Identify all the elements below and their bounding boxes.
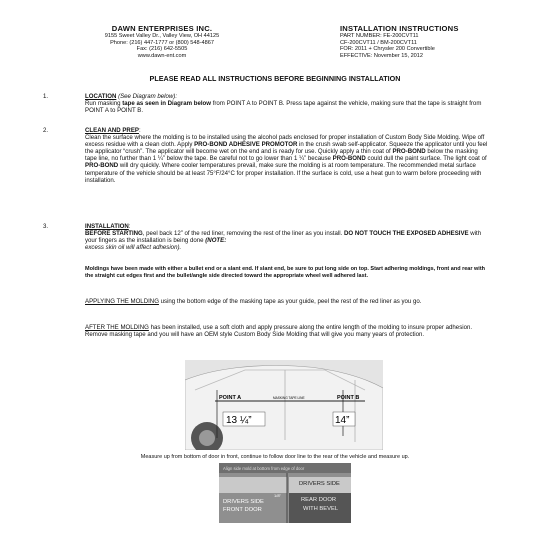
applying-paragraph xyxy=(85,298,480,305)
gap-dimension: 1/8” xyxy=(274,493,281,498)
section-number: 3. xyxy=(43,223,49,230)
company-name: DAWN ENTERPRISES INC. xyxy=(111,24,213,33)
front-door-label-1: DRIVERS SIDE xyxy=(223,499,264,505)
effective-date: EFFECTIVE: November 15, 2012 xyxy=(340,52,424,59)
section-clean-prep: 2. CLEAN AND PREP: Clean the surface where the molding is to be installed using the alcohol pads enclosed for proper installation of Custom Body Side Molding. Wipe off excess residue with a clean cloth. Apply PRO-BOND ADHESIVE PROMOTOR in the crush swab self-applicator. Squeeze the applicator until you feel the applicator “crush”. The applicator will become wet on the end and is ready for use. Quickly apply a thin coat of PRO-BOND below the masking tape line, no further than 1 ¼” below the tape. Be careful not to go lower than 1 ¼” because PRO-BOND could dull the paint surface. The light coat of PRO-BOND will dry quickly. Where cooler temperatures prevail, make sure the molding is at room temperature. The recommended metal surface temperature of the vehicle should be at least 75°F/24°C for proper installation. If the surface is cold, use a heat gun to warm before proceeding with installation. xyxy=(43,127,488,184)
photo-caption: Measure up from bottom of door in front, continue to follow door line to the rear of the vehicle and measure up. xyxy=(140,454,410,460)
after-heading: AFTER THE MOLDING xyxy=(85,324,149,331)
clean-bold: PRO-BOND ADHESIVE PROMOTOR xyxy=(194,141,298,149)
install-bold: BEFORE STARTING xyxy=(85,230,143,238)
clean-text: below the masking tape line, no further than 1 ¼” below the tape. Be careful not to go lower than 1 ¼” because xyxy=(85,148,478,163)
install-text: with your fingers as the installation is being done xyxy=(85,230,482,245)
applying-text: using the bottom edge of the masking tape as your guide, peel the rest of the red liner as you go. xyxy=(158,298,422,305)
main-title: PLEASE READ ALL INSTRUCTIONS BEFORE BEGINNING INSTALLATION xyxy=(149,74,401,83)
location-text-bold: tape as seen in Diagram below xyxy=(122,100,211,108)
section-location xyxy=(43,93,490,115)
section-number: 2. xyxy=(43,127,49,134)
document-title: INSTALLATION INSTRUCTIONS xyxy=(340,24,459,33)
company-block xyxy=(62,24,262,59)
clean-text: in the crush swab self-applicator. Squeeze the applicator until you feel the applicator “crush”. The applicator will become wet on the end and is ready for use. Quickly apply a thin coat of xyxy=(85,141,488,156)
alt-part-numbers: CF-200CVT11 / BM-200CVT11 xyxy=(340,39,417,46)
applying-heading: APPLYING THE MOLDING xyxy=(85,298,159,305)
door-closeup-illustration xyxy=(219,463,351,523)
measure-b-label: 14” xyxy=(335,415,350,426)
clean-text: Clean the surface where the molding is to be installed using the alcohol pads enclosed for proper installation of Custom Body Side Molding. Wipe off excess residue with a clean cloth. Apply xyxy=(85,134,485,149)
location-text-1: Run masking xyxy=(85,100,123,108)
section-installation: 3. INSTALLATION: BEFORE STARTING, peel back 12” of the red liner, removing the rest of the liner as you install. DO NOT TOUCH THE EXPOSED ADHESIVE with your fingers as the installation is being done (NOTE: excess skin oil will affect adhesion). xyxy=(43,223,482,252)
after-text: has been installed, use a soft cloth and apply pressure along the entire length of the molding to insure proper adhesion. Remove masking tape and you will have an OEM style Custom Body Side Molding that will give you many years of protection. xyxy=(85,324,473,339)
rear-door-label-1: DRIVERS SIDE xyxy=(299,481,340,487)
document-info xyxy=(340,24,530,59)
clean-text: could dull the paint surface. The light coat of xyxy=(365,155,487,163)
install-bold: DO NOT TOUCH THE EXPOSED ADHESIVE xyxy=(343,230,469,238)
section-title: LOCATION xyxy=(85,93,117,100)
company-website: www.dawn-ent.com xyxy=(137,52,187,59)
install-note: (NOTE: xyxy=(205,237,227,245)
car-diagram-photo xyxy=(185,360,383,450)
clean-bold: PRO-BOND xyxy=(392,148,426,156)
rear-door-label-3: WITH BEVEL xyxy=(303,506,339,512)
part-number: PART NUMBER: FE-200CVT11 xyxy=(340,33,419,39)
see-diagram-note: (See Diagram below): xyxy=(118,93,178,100)
point-a-label: POINT A xyxy=(219,395,242,401)
company-address: 9155 Sweet Valley Dr., Valley View, OH 44125 xyxy=(104,33,220,39)
measure-a-label: 13 ¼” xyxy=(226,415,252,426)
rear-door-label-2: REAR DOOR xyxy=(301,497,337,503)
section-title: CLEAN AND PREP xyxy=(85,127,139,134)
clean-bold: PRO-BOND xyxy=(85,162,119,170)
location-text-2: from POINT A to POINT B. Press tape against the vehicle, making sure that the tape is straight from POINT A to POINT B. xyxy=(85,100,482,115)
align-note: Align side mold at bottom from edge of door xyxy=(223,466,305,471)
section-title: INSTALLATION xyxy=(85,223,129,230)
install-text: , peel back 12” of the red liner, removing the rest of the liner as you install. xyxy=(142,230,344,238)
point-b-label: POINT B xyxy=(337,395,360,401)
molding-note: Moldings have been made with either a bullet end or a slant end. If slant end, be sure to put long side on top. Start adhering moldings, front and rear with the straight cut edges first and the bullet/angle side directed toward the appropriate wheel well adhered last. xyxy=(85,266,486,279)
company-fax: Fax: (216) 642-5505 xyxy=(136,46,188,53)
install-note: excess skin oil will affect adhesion). xyxy=(85,244,182,252)
after-paragraph xyxy=(85,324,480,338)
clean-text: will dry quickly. Where cooler temperatures prevail, make sure the molding is at room temperature. The recommended metal surface temperature of the vehicle should be at least 75°F/24°C for proper installation. If the surface is cold, use a heat gun to warm before proceeding with installation. xyxy=(85,162,482,184)
section-number: 1. xyxy=(43,93,49,100)
car-illustration xyxy=(185,360,383,450)
tape-line-label: MASKING TAPE LINE xyxy=(273,396,305,400)
door-closeup-photo xyxy=(219,463,351,523)
clean-bold: PRO-BOND xyxy=(332,155,366,163)
front-door-label-2: FRONT DOOR xyxy=(223,507,262,513)
company-phone: Phone: (216) 447-1777 or (800) 548-4867 xyxy=(110,39,214,46)
vehicle-fitment: FOR: 2011 + Chrysler 200 Convertible xyxy=(340,46,435,53)
